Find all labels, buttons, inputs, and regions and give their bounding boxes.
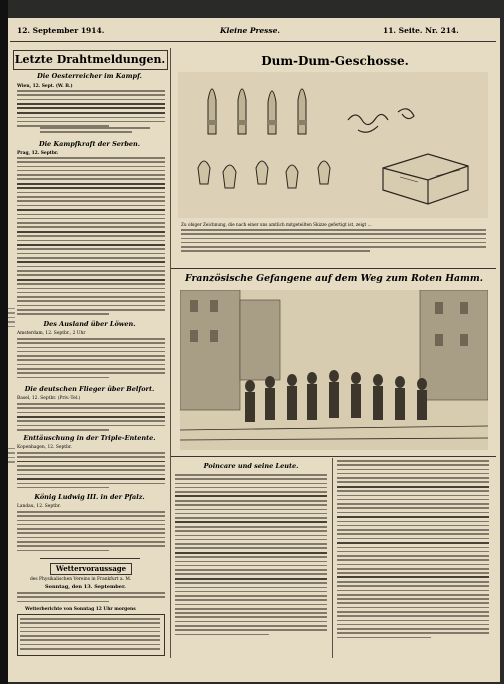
section-rule <box>171 268 496 269</box>
prisoners-drawing <box>180 290 488 450</box>
section-rule <box>171 456 496 457</box>
dateline: Amsterdam, 12. Septbr., 2 Uhr <box>17 331 86 336</box>
article-text <box>17 157 165 317</box>
section-title: Die Oesterreicher im Kampf. <box>37 72 142 80</box>
page-binding <box>0 0 8 684</box>
article-text <box>337 460 489 641</box>
weather-table-rows <box>20 618 160 652</box>
weather-title: Wettervoraussage <box>55 564 127 573</box>
column-divider <box>170 48 171 658</box>
article-title-poincare: Poincare und seine Leute. <box>203 462 299 470</box>
dumdum-caption <box>181 229 486 255</box>
weather-forecast-text <box>17 592 165 605</box>
bullet-drawing <box>178 72 488 218</box>
section-title: Enttäuschung in der Triple-Entente. <box>23 434 156 442</box>
dateline: Kopenhagen, 12. Septbr. <box>17 445 72 450</box>
article-text <box>17 338 165 381</box>
dumdum-bullets-illustration <box>178 72 488 218</box>
section-rule <box>40 558 140 559</box>
article-title-prisoners: Französische Gefangene auf dem Weg zum Roten Hamm. <box>185 273 483 284</box>
article-text <box>175 474 327 638</box>
weather-table-title: Wetterberichte von Sonntag 12 Uhr morgens <box>25 607 136 612</box>
header-rule <box>10 41 496 42</box>
dumdum-caption-start: Zu obiger Zeichnung, die nach einer uns amtlich mitgeteilten Skizze gefertigt ist, zeigt ... <box>181 222 372 227</box>
weather-subtitle: des Physikalischen Vereins in Frankfurt a. M. <box>30 577 132 582</box>
prisoners-march-illustration <box>180 290 488 450</box>
header-date: 12. September 1914. <box>17 26 105 35</box>
dateline: Basel, 12. Septbr. (Priv.-Tel.) <box>17 396 81 401</box>
article-title-dumdum: Dum-Dum-Geschosse. <box>261 54 409 68</box>
article-text <box>17 452 165 491</box>
margin-text-fragment <box>8 448 15 466</box>
header-page-number: 11. Seite. Nr. 214. <box>383 26 459 35</box>
section-title: Die deutschen Flieger über Belfort. <box>24 385 155 393</box>
article-text <box>17 511 165 554</box>
article-text <box>17 403 165 433</box>
column-divider <box>332 458 333 658</box>
article-text <box>40 127 150 136</box>
dateline: Landau, 12. Septbr. <box>17 504 61 509</box>
breaking-news-title: Letzte Drahtmeldungen. <box>14 53 166 66</box>
weather-date: Sonntag, den 13. September. <box>45 584 126 590</box>
header-paper-name: Kleine Presse. <box>220 26 281 35</box>
section-title: Die Kampfkraft der Serben. <box>38 140 141 148</box>
section-title: Des Ausland über Löwen. <box>43 320 136 328</box>
article-text <box>17 90 165 129</box>
dateline: Prag, 12. Septbr. <box>17 151 59 156</box>
dateline: Wien, 12. Sept. (W. B.) <box>17 84 73 89</box>
section-title: König Ludwig III. in der Pfalz. <box>34 493 145 501</box>
